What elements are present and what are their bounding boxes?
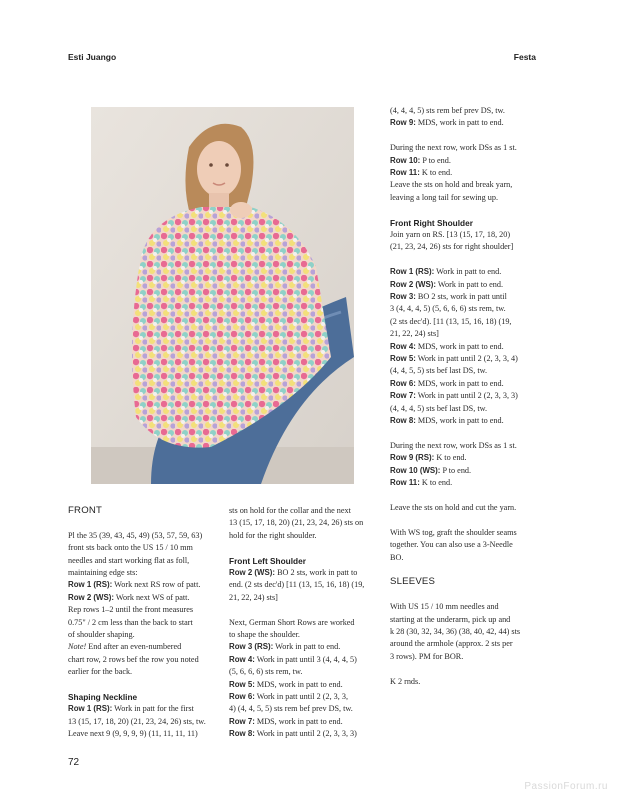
row-label: Row 8: bbox=[390, 416, 416, 426]
text-line: around the armhole (approx. 2 sts per bbox=[390, 639, 513, 649]
instruction-row bbox=[390, 167, 550, 179]
section-title-front: FRONT bbox=[68, 505, 103, 516]
text-line: sts on hold for the collar and the next bbox=[229, 506, 351, 515]
text-line: Pl the 35 (39, 43, 45, 49) (53, 57, 59, 63) bbox=[68, 530, 203, 540]
row-label: Row 6: bbox=[390, 378, 416, 388]
instruction-row bbox=[229, 679, 381, 691]
row-text: Work in patt to end. bbox=[434, 267, 502, 277]
instruction-row bbox=[390, 353, 550, 365]
instruction-row bbox=[229, 691, 381, 703]
text-line: hold for the right shoulder. bbox=[229, 530, 317, 540]
row-label: Row 3 (RS): bbox=[229, 642, 274, 652]
row-label: Row 8: bbox=[229, 729, 255, 739]
row-text: MDS, work in patt to end. bbox=[254, 679, 343, 689]
instruction-row bbox=[390, 452, 550, 464]
text-line: Leave next 9 (9, 9, 9, 9) (11, 11, 11, 11) bbox=[68, 729, 198, 739]
row-text: K to end. bbox=[434, 453, 467, 463]
row-text: BO 2 sts, work in patt to bbox=[275, 568, 358, 578]
text-line: K 2 rnds. bbox=[390, 676, 421, 686]
row-text: Work in patt until 2 (2, 3, 3, 3) bbox=[415, 391, 518, 401]
text-line: With US 15 / 10 mm needles and bbox=[390, 602, 499, 612]
instruction-row bbox=[390, 291, 550, 303]
text-line: front sts back onto the US 15 / 10 mm bbox=[68, 543, 193, 553]
row-text: Work next WS of patt. bbox=[114, 592, 190, 602]
text-line: (4, 4, 4, 5) sts bef last DS, tw. bbox=[390, 403, 488, 413]
row-text: BO 2 sts, work in patt until bbox=[415, 292, 507, 302]
instruction-row bbox=[229, 641, 381, 653]
row-label: Row 4: bbox=[229, 654, 255, 664]
row-text: Work in patt until 3 (4, 4, 4, 5) bbox=[254, 654, 357, 664]
row-text: MDS, work in patt to end. bbox=[254, 716, 343, 726]
text-line: chart row, 2 rows bef the row you noted bbox=[68, 654, 199, 664]
page-number: 72 bbox=[68, 757, 80, 768]
column-right bbox=[390, 105, 550, 688]
instruction-row bbox=[390, 155, 550, 167]
row-label: Row 10: bbox=[390, 155, 421, 165]
column-front-left-shoulder bbox=[229, 505, 381, 741]
instruction-row bbox=[390, 279, 550, 291]
text-line: Leave the sts on hold and cut the yarn. bbox=[390, 502, 517, 512]
row-text: Work in patt until 2 (2, 3, 3, 4) bbox=[415, 354, 518, 364]
column-front bbox=[68, 505, 218, 741]
instruction-row bbox=[390, 378, 550, 390]
text-line: of shoulder shaping. bbox=[68, 630, 135, 640]
text-line: 21, 22, 24) sts] bbox=[229, 592, 278, 602]
text-line: During the next row, work DSs as 1 st. bbox=[390, 440, 517, 450]
row-label: Row 10 (WS): bbox=[390, 465, 441, 475]
instruction-row bbox=[229, 654, 381, 666]
text-line: Join yarn on RS. [13 (15, 17, 18, 20) bbox=[390, 230, 511, 240]
row-text: K to end. bbox=[419, 168, 453, 178]
row-text: P to end. bbox=[420, 155, 451, 165]
row-label: Row 7: bbox=[229, 716, 255, 726]
row-label: Row 7: bbox=[390, 391, 416, 401]
row-label: Row 11: bbox=[390, 478, 420, 488]
instruction-row bbox=[390, 477, 550, 489]
text-line: starting at the underarm, pick up and bbox=[390, 614, 511, 624]
row-text: Work in patt until 2 (2, 3, 3, 3) bbox=[254, 729, 357, 739]
instruction-row bbox=[390, 117, 550, 129]
row-label: Row 2 (WS): bbox=[390, 279, 437, 289]
row-label: Row 3: bbox=[390, 292, 416, 302]
text-line: together. You can also use a 3-Needle bbox=[390, 540, 513, 550]
row-text: MDS, work in patt to end. bbox=[415, 341, 504, 351]
row-text: Work in patt for the first bbox=[112, 704, 194, 714]
text-line: With WS tog, graft the shoulder seams bbox=[390, 527, 517, 537]
text-line: end. (2 sts dec'd) [11 (13, 15, 16, 18) (19, bbox=[229, 580, 365, 590]
text-line: needles and start working flat as foll, bbox=[68, 555, 190, 565]
text-line: (4, 4, 4, 5) sts rem bef prev DS, tw. bbox=[390, 106, 505, 115]
instruction-row bbox=[68, 703, 218, 715]
row-label: Row 1 (RS): bbox=[68, 580, 113, 590]
row-text: K to end. bbox=[419, 478, 453, 488]
instruction-row bbox=[390, 465, 550, 477]
watermark: PassionForum.ru bbox=[524, 781, 608, 792]
instruction-row bbox=[390, 341, 550, 353]
text-line: (2 sts dec'd). [11 (13, 15, 16, 18) (19, bbox=[390, 316, 512, 326]
instruction-row bbox=[229, 567, 381, 579]
instruction-row bbox=[229, 716, 381, 728]
row-text: Work in patt to end. bbox=[436, 279, 503, 289]
instruction-row bbox=[68, 592, 218, 604]
subsection-title-shaping-neckline: Shaping Neckline bbox=[68, 692, 138, 703]
text-line: leaving a long tail for sewing up. bbox=[390, 192, 499, 202]
text-line: Rep rows 1–2 until the front measures bbox=[68, 605, 194, 615]
header-designer: Esti Juango bbox=[68, 52, 117, 62]
text-line: (5, 6, 6, 6) sts rem, tw. bbox=[229, 667, 303, 677]
instruction-row bbox=[390, 390, 550, 402]
row-label: Row 4: bbox=[390, 341, 416, 351]
text-line: 13 (15, 17, 18, 20) (21, 23, 24, 26) sts on bbox=[229, 518, 364, 528]
text-line: Next, German Short Rows are worked bbox=[229, 617, 355, 627]
row-label: Row 9 (RS): bbox=[390, 453, 435, 463]
row-label: Row 1 (RS): bbox=[390, 267, 435, 277]
subsection-title-front-left-shoulder: Front Left Shoulder bbox=[229, 555, 306, 566]
instruction-row bbox=[390, 266, 550, 278]
text-line: 0.75" / 2 cm less than the back to start bbox=[68, 617, 193, 627]
text-line: 13 (15, 17, 18, 20) (21, 23, 24, 26) sts, tw. bbox=[68, 716, 206, 726]
note-label: Note! bbox=[68, 642, 87, 652]
text-line: to shape the shoulder. bbox=[229, 630, 300, 640]
row-text: P to end. bbox=[440, 465, 472, 475]
photo-illustration-icon bbox=[91, 107, 354, 484]
row-label: Row 9: bbox=[390, 118, 416, 128]
text-line: (4, 4, 5, 5) sts bef last DS, tw. bbox=[390, 366, 488, 376]
text-line: 3 rows). PM for BOR. bbox=[390, 651, 464, 661]
instruction-row bbox=[390, 415, 550, 427]
subsection-title-front-right-shoulder: Front Right Shoulder bbox=[390, 217, 473, 228]
instruction-row bbox=[229, 728, 381, 740]
row-label: Row 6: bbox=[229, 692, 255, 702]
row-text: Work in patt to end. bbox=[273, 642, 341, 652]
row-text: Work next RS row of patt. bbox=[112, 580, 201, 590]
row-label: Row 2 (WS): bbox=[229, 568, 276, 578]
row-text: MDS, work in patt to end. bbox=[415, 378, 504, 388]
text-line: BO. bbox=[390, 552, 404, 562]
row-label: Row 2 (WS): bbox=[68, 592, 115, 602]
text-line: During the next row, work DSs as 1 st. bbox=[390, 143, 517, 153]
text-line: (21, 23, 24, 26) sts for right shoulder] bbox=[390, 242, 514, 252]
text-line: 3 (4, 4, 4, 5) (5, 6, 6, 6) sts rem, tw. bbox=[390, 304, 506, 314]
text-line: 21, 22, 24) sts] bbox=[390, 329, 439, 339]
row-label: Row 5: bbox=[390, 354, 416, 364]
text-line: 4) (4, 4, 5, 5) sts rem bef prev DS, tw. bbox=[229, 704, 353, 714]
row-label: Row 1 (RS): bbox=[68, 704, 113, 714]
row-text: Work in patt until 2 (2, 3, 3, bbox=[254, 692, 348, 702]
section-title-sleeves: SLEEVES bbox=[390, 576, 436, 588]
row-text: MDS, work in patt to end. bbox=[415, 416, 504, 426]
row-text: MDS, work in patt to end. bbox=[415, 118, 504, 128]
note-text: End after an even-numbered bbox=[86, 642, 182, 652]
note-line bbox=[68, 641, 218, 653]
header-pattern-name: Festa bbox=[513, 52, 536, 62]
instruction-row bbox=[68, 579, 218, 591]
text-line: earlier for the back. bbox=[68, 667, 133, 677]
row-label: Row 5: bbox=[229, 679, 255, 689]
text-line: Leave the sts on hold and break yarn, bbox=[390, 180, 513, 190]
row-label: Row 11: bbox=[390, 168, 420, 178]
photo-model-sweater bbox=[91, 107, 354, 484]
text-line: k 28 (30, 32, 34, 36) (38, 40, 42, 44) sts bbox=[390, 626, 521, 636]
text-line: maintaining edge sts: bbox=[68, 568, 138, 578]
